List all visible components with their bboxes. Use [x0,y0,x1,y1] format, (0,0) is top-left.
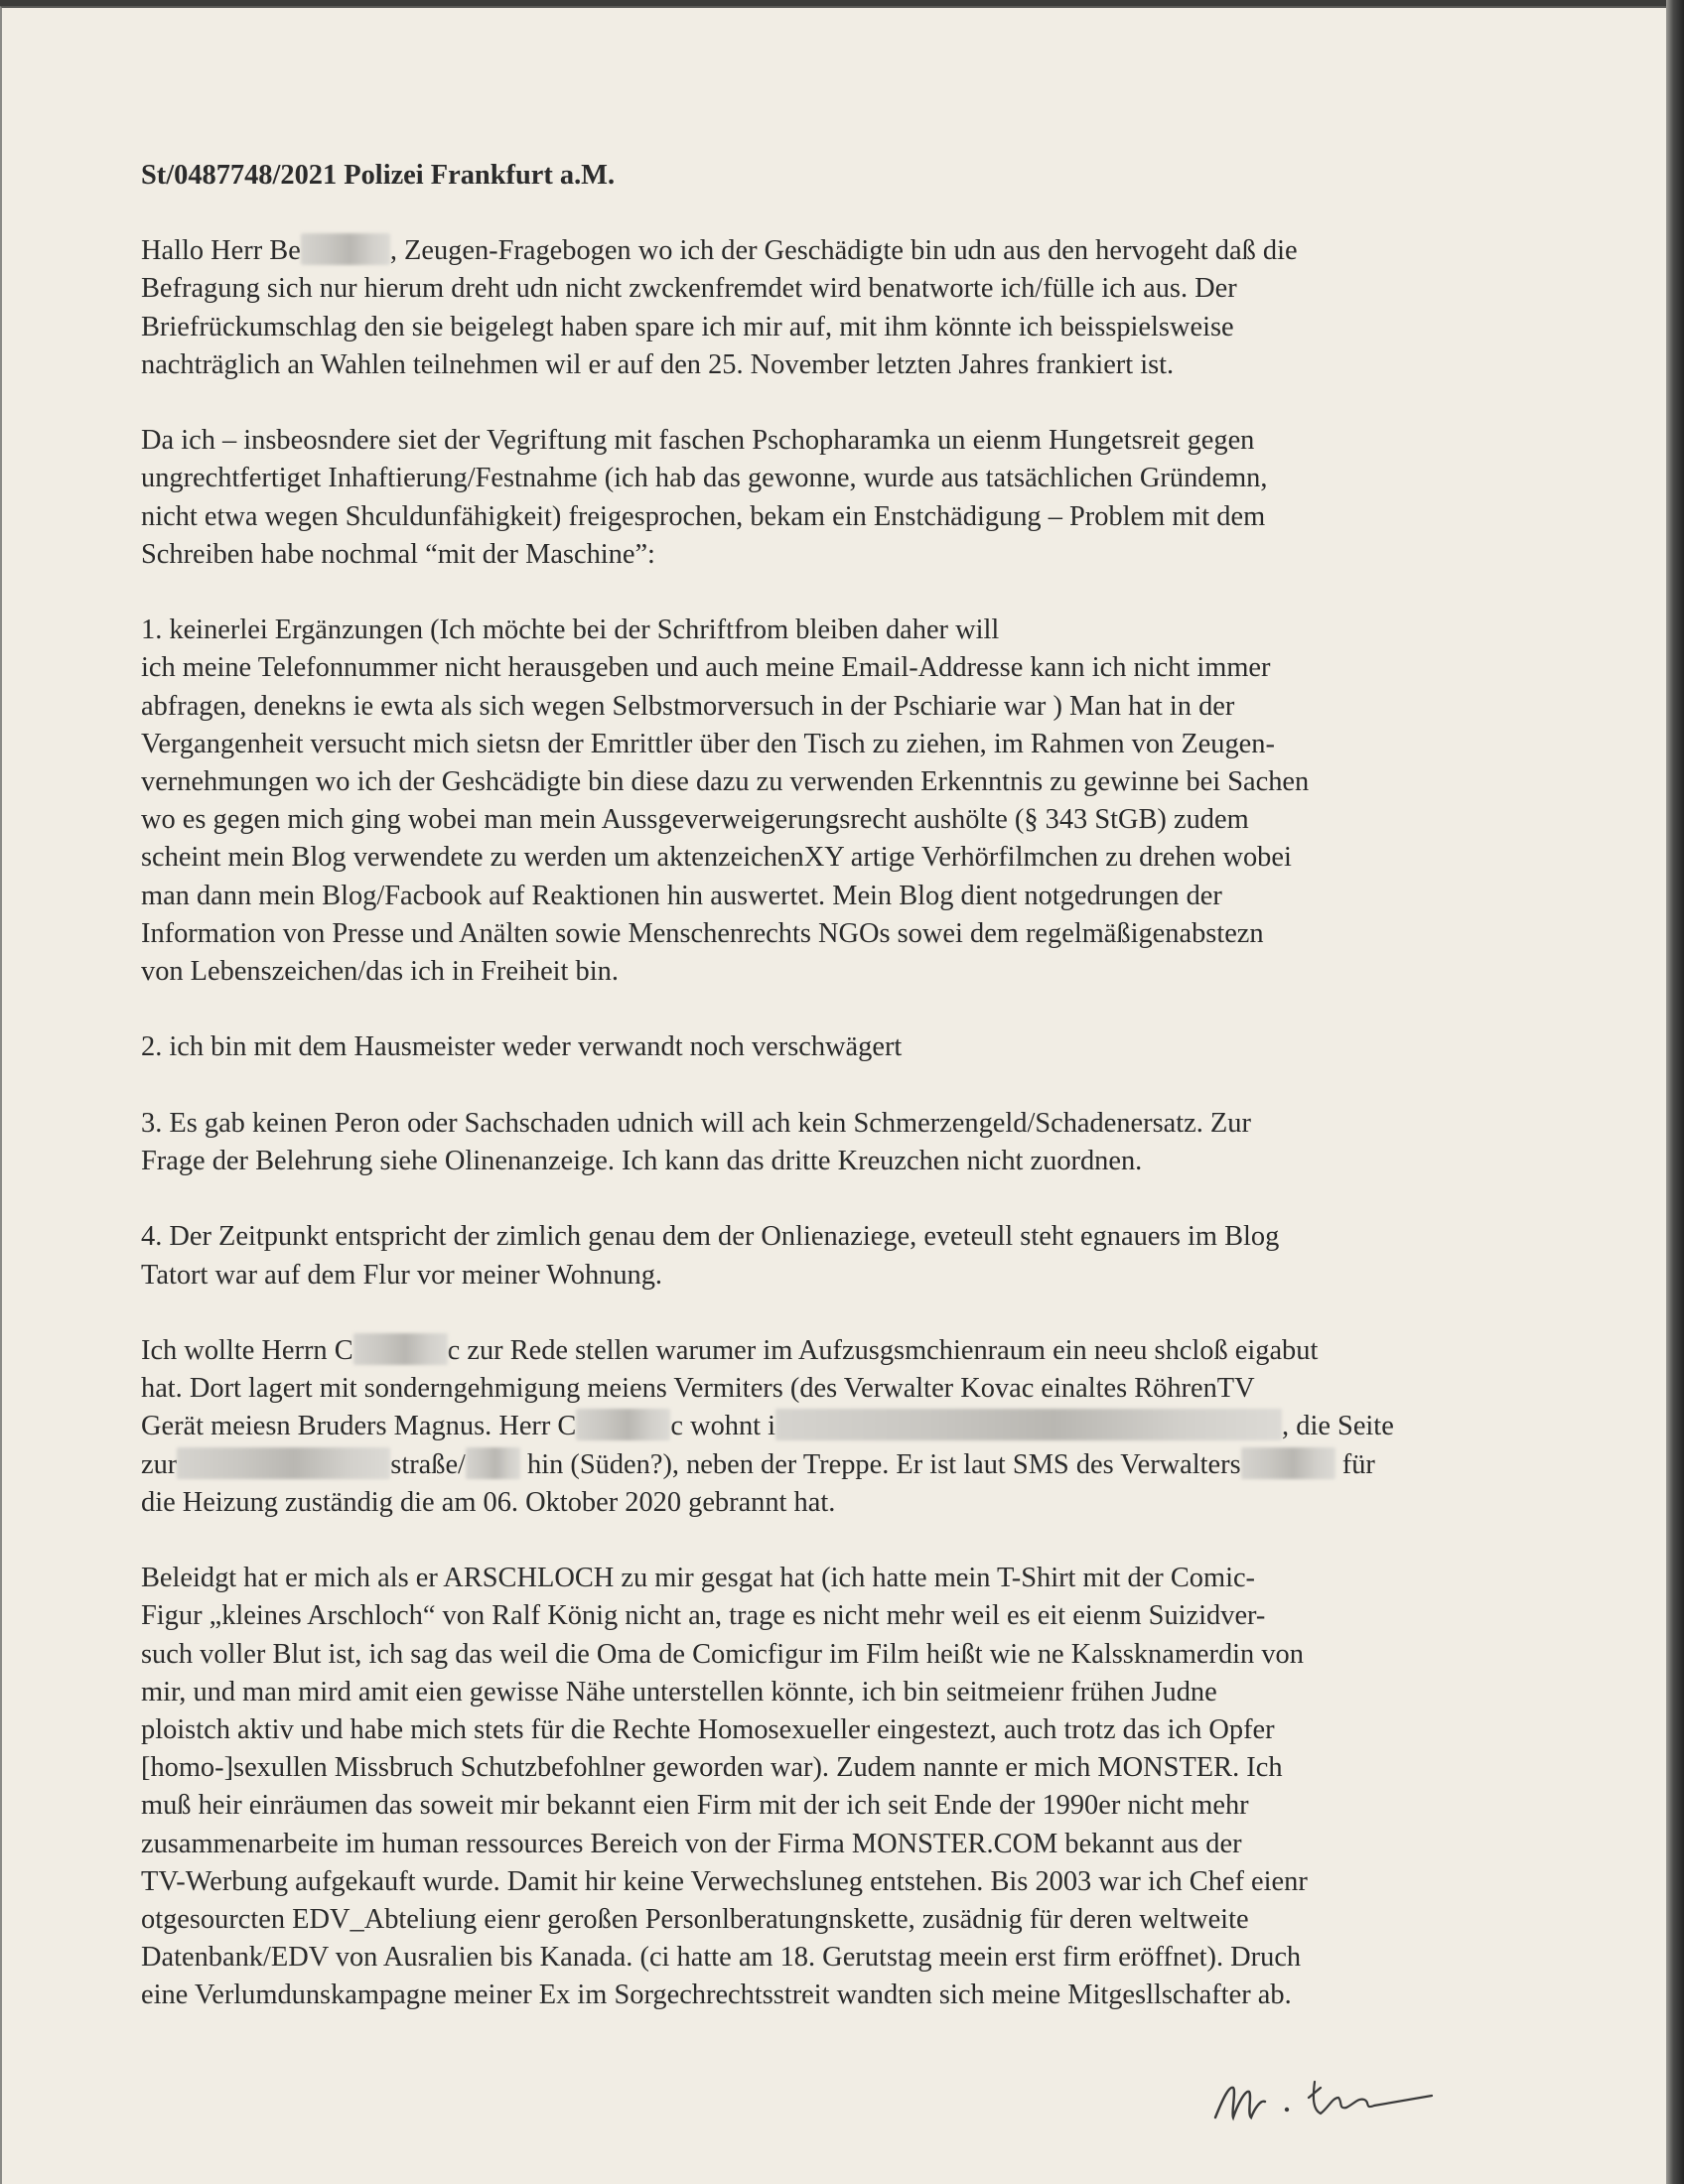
text-line [141,1787,1531,1825]
text-segment: TV-Werbung aufgekauft wurde. Damit hir keine Verwechsluneg entstehen. Bis 2003 war ich Chef eienr [141,1865,1308,1897]
text-line [141,801,1531,839]
text-segment: Schreiben habe nochmal “mit der Maschine”: [141,538,655,570]
text-segment: Hallo Herr Be [141,235,301,267]
redacted-text [466,1447,520,1479]
text-line [141,1332,1531,1370]
text-segment: wo es gegen mich ging wobei man mein Aussgeverweigerungsrecht aushölte (§ 343 StGB) zudem [141,804,1249,836]
paragraph-8 [141,1560,1531,2014]
text-line [141,1901,1531,1939]
paragraph-7 [141,1332,1531,1522]
text-line [141,270,1531,308]
document-page [0,6,1666,2184]
text-line [141,309,1531,346]
redacted-text [353,1333,448,1365]
text-line [141,1636,1531,1674]
text-line [141,1826,1531,1863]
text-segment: hin (Süden?), neben der Treppe. Er ist laut SMS des Verwalters [519,1448,1241,1480]
text-segment: Figur „kleines Arschloch“ von Ralf König nicht an, trage es nicht mehr weil es eit eienm Suizidver- [141,1600,1266,1632]
text-line [141,1446,1531,1484]
letter-paragraphs [141,232,1531,2014]
text-segment: zur [141,1448,178,1480]
text-line [141,726,1531,763]
case-reference-title: St/0487748/2021 Polizei Frankfurt a.M. [141,160,616,191]
text-segment: Ich wollte Herrn C [141,1335,353,1366]
text-line [141,878,1531,915]
text-segment: Da ich – insbeosndere siet der Vegriftung mit faschen Pschopharamka un eienm Hungetsreit gegen [141,425,1255,457]
text-segment: mir, und man mird amit eien gewisse Nähe unterstellen könnte, ich bin seitmeienr frühen Judne [141,1676,1217,1707]
text-segment: otgesourcten EDV_Abteliung eienr geroßen Personlberatungnskette, zusädnig für deren weltweite [141,1904,1249,1936]
text-segment: 2. ich bin mit dem Hausmeister weder verwandt noch verschwägert [141,1031,903,1063]
text-segment: hat. Dort lagert mit sonderngehmigung meiens Vermiters (des Verwalter Kovac einaltes RöhrenTV [141,1373,1255,1405]
text-segment: Vergangenheit versucht mich sietsn der Emrittler über den Tisch zu ziehen, im Rahmen von Zeugen- [141,728,1275,759]
letter-body [141,157,1531,2053]
text-line [141,1977,1531,2014]
text-line [141,460,1531,497]
text-line [141,1370,1531,1408]
text-line [141,839,1531,877]
handwritten-signature [1203,2058,1462,2137]
text-segment: Information von Presse und Anälten sowie Menschenrechts NGOs sowei dem regelmäßigenabstezn [141,917,1264,949]
text-line [141,1674,1531,1711]
text-segment: such voller Blut ist, ich sag das weil die Oma de Comicfigur im Film heißt wie ne Kalssknamerdin von [141,1638,1304,1670]
text-segment: Frage der Belehrung siehe Olinenanzeige. Ich kann das dritte Kreuzchen nicht zuordnen. [141,1146,1143,1177]
text-segment: Gerät meiesn Bruders Magnus. Herr C [141,1411,577,1442]
text-segment: ungrechtfertiget Inhaftierung/Festnahme (ich hab das gewonne, wurde aus tatsächlichen Gründemn, [141,463,1268,494]
text-line [141,1560,1531,1597]
text-line [141,953,1531,991]
redacted-text [576,1409,670,1440]
text-segment: Tatort war auf dem Flur vor meiner Wohnung. [141,1259,663,1291]
text-line [141,1484,1531,1522]
scan-right-edge [1666,0,1684,2184]
text-segment: ich meine Telefonnummer nicht herausgeben und auch meine Email-Addresse kann ich nicht immer [141,652,1271,684]
text-line [141,1028,1531,1066]
text-segment: scheint mein Blog verwendete zu werden um aktenzeichenXY artige Verhörfilmchen zu drehen wobei [141,842,1292,874]
text-line [141,1711,1531,1749]
paragraph-3 [141,612,1531,991]
text-segment: straße/ [390,1448,466,1480]
text-line [141,763,1531,801]
text-segment: , die Seite [1282,1411,1394,1442]
text-line [141,1218,1531,1256]
text-line [141,1143,1531,1180]
text-line [141,1105,1531,1143]
text-segment: nachträglich an Wahlen teilnehmen wil er auf den 25. November letzten Jahres frankiert ist. [141,348,1175,380]
text-line [141,1597,1531,1635]
text-segment: von Lebenszeichen/das ich in Freiheit bin. [141,956,619,988]
text-segment: 4. Der Zeitpunkt entspricht der zimlich genau dem der Onlienaziege, eveteull steht egnauers im Blog [141,1221,1280,1253]
text-line [141,232,1531,270]
text-segment: Befragung sich nur hierum dreht udn nicht zwckenfremdet wird benatworte ich/fülle ich aus. Der [141,273,1237,305]
text-segment: die Heizung zuständig die am 06. Oktober 2020 gebrannt hat. [141,1486,836,1518]
text-line [141,1863,1531,1901]
text-segment: eine Verlumdunskampagne meiner Ex im Sorgechrechtsstreit wandten sich meine Mitgesllschafter ab. [141,1979,1292,2011]
text-line [141,612,1531,649]
text-segment: muß heir einräumen das soweit mir bekannt eien Firm mit der ich seit Ende der 1990er nicht mehr [141,1790,1249,1822]
text-segment: ploistch aktiv und habe mich stets für die Rechte Homosexueller eingestezt, auch trotz das ich Opfer [141,1714,1275,1746]
text-segment: [homo-]sexullen Missbruch Schutzbefohlner geworden war). Zudem nannte er mich MONSTER. Ich [141,1752,1283,1784]
text-line [141,346,1531,384]
text-segment: zusammenarbeite im human ressources Bereich von der Firma MONSTER.COM bekannt aus der [141,1828,1242,1859]
text-segment: , Zeugen-Fragebogen wo ich der Geschädigte bin udn aus den hervogeht daß die [389,235,1298,267]
text-segment: 3. Es gab keinen Peron oder Sachschaden udnich will ach kein Schmerzengeld/Schadenersatz. Zur [141,1107,1251,1139]
paragraph-4 [141,1028,1531,1066]
text-line [141,498,1531,536]
text-segment: 1. keinerlei Ergänzungen (Ich möchte bei der Schriftfrom bleiben daher will [141,614,1000,646]
redacted-text [301,233,390,265]
paragraph-5 [141,1105,1531,1180]
text-segment: vernehmungen wo ich der Geshcädigte bin diese dazu zu verwenden Erkenntnis zu gewinne bei Sachen [141,766,1310,798]
text-line [141,649,1531,687]
text-segment: c wohnt i [670,1411,776,1442]
paragraph-1 [141,232,1531,384]
redacted-text [775,1409,1282,1440]
text-segment: Beleidgt hat er mich als er ARSCHLOCH zu mir gesgat hat (ich hatte mein T-Shirt mit der Comic- [141,1563,1256,1594]
text-line [141,536,1531,574]
text-line [141,1257,1531,1295]
text-segment: für [1334,1448,1375,1480]
paragraph-6 [141,1218,1531,1294]
text-line [141,688,1531,726]
text-line [141,1939,1531,1977]
redacted-text [1241,1447,1335,1479]
text-segment: abfragen, denekns ie ewta als sich wegen Selbstmorversuch in der Pschiarie war ) Man hat in der [141,690,1235,722]
text-line [141,1408,1531,1445]
redacted-text [177,1447,390,1479]
paragraph-2 [141,422,1531,574]
text-segment: c zur Rede stellen warumer im Aufzusgsmchienraum ein neeu shcloß eigabut [447,1335,1319,1366]
text-line [141,915,1531,953]
text-segment: nicht etwa wegen Shculdunfähigkeit) freigesprochen, bekam ein Enstchädigung – Problem mit dem [141,500,1266,532]
text-segment: Datenbank/EDV von Ausralien bis Kanada. (ci hatte am 18. Gerutstag meein erst firm eröffnet). Druch [141,1942,1302,1974]
text-segment: man dann mein Blog/Facbook auf Reaktionen hin auswertet. Mein Blog dient notgedrungen der [141,880,1222,911]
text-line [141,1749,1531,1787]
text-line [141,422,1531,460]
text-segment: Briefrückumschlag den sie beigelegt haben spare ich mir auf, mit ihm könnte ich beisspielsweise [141,311,1234,342]
